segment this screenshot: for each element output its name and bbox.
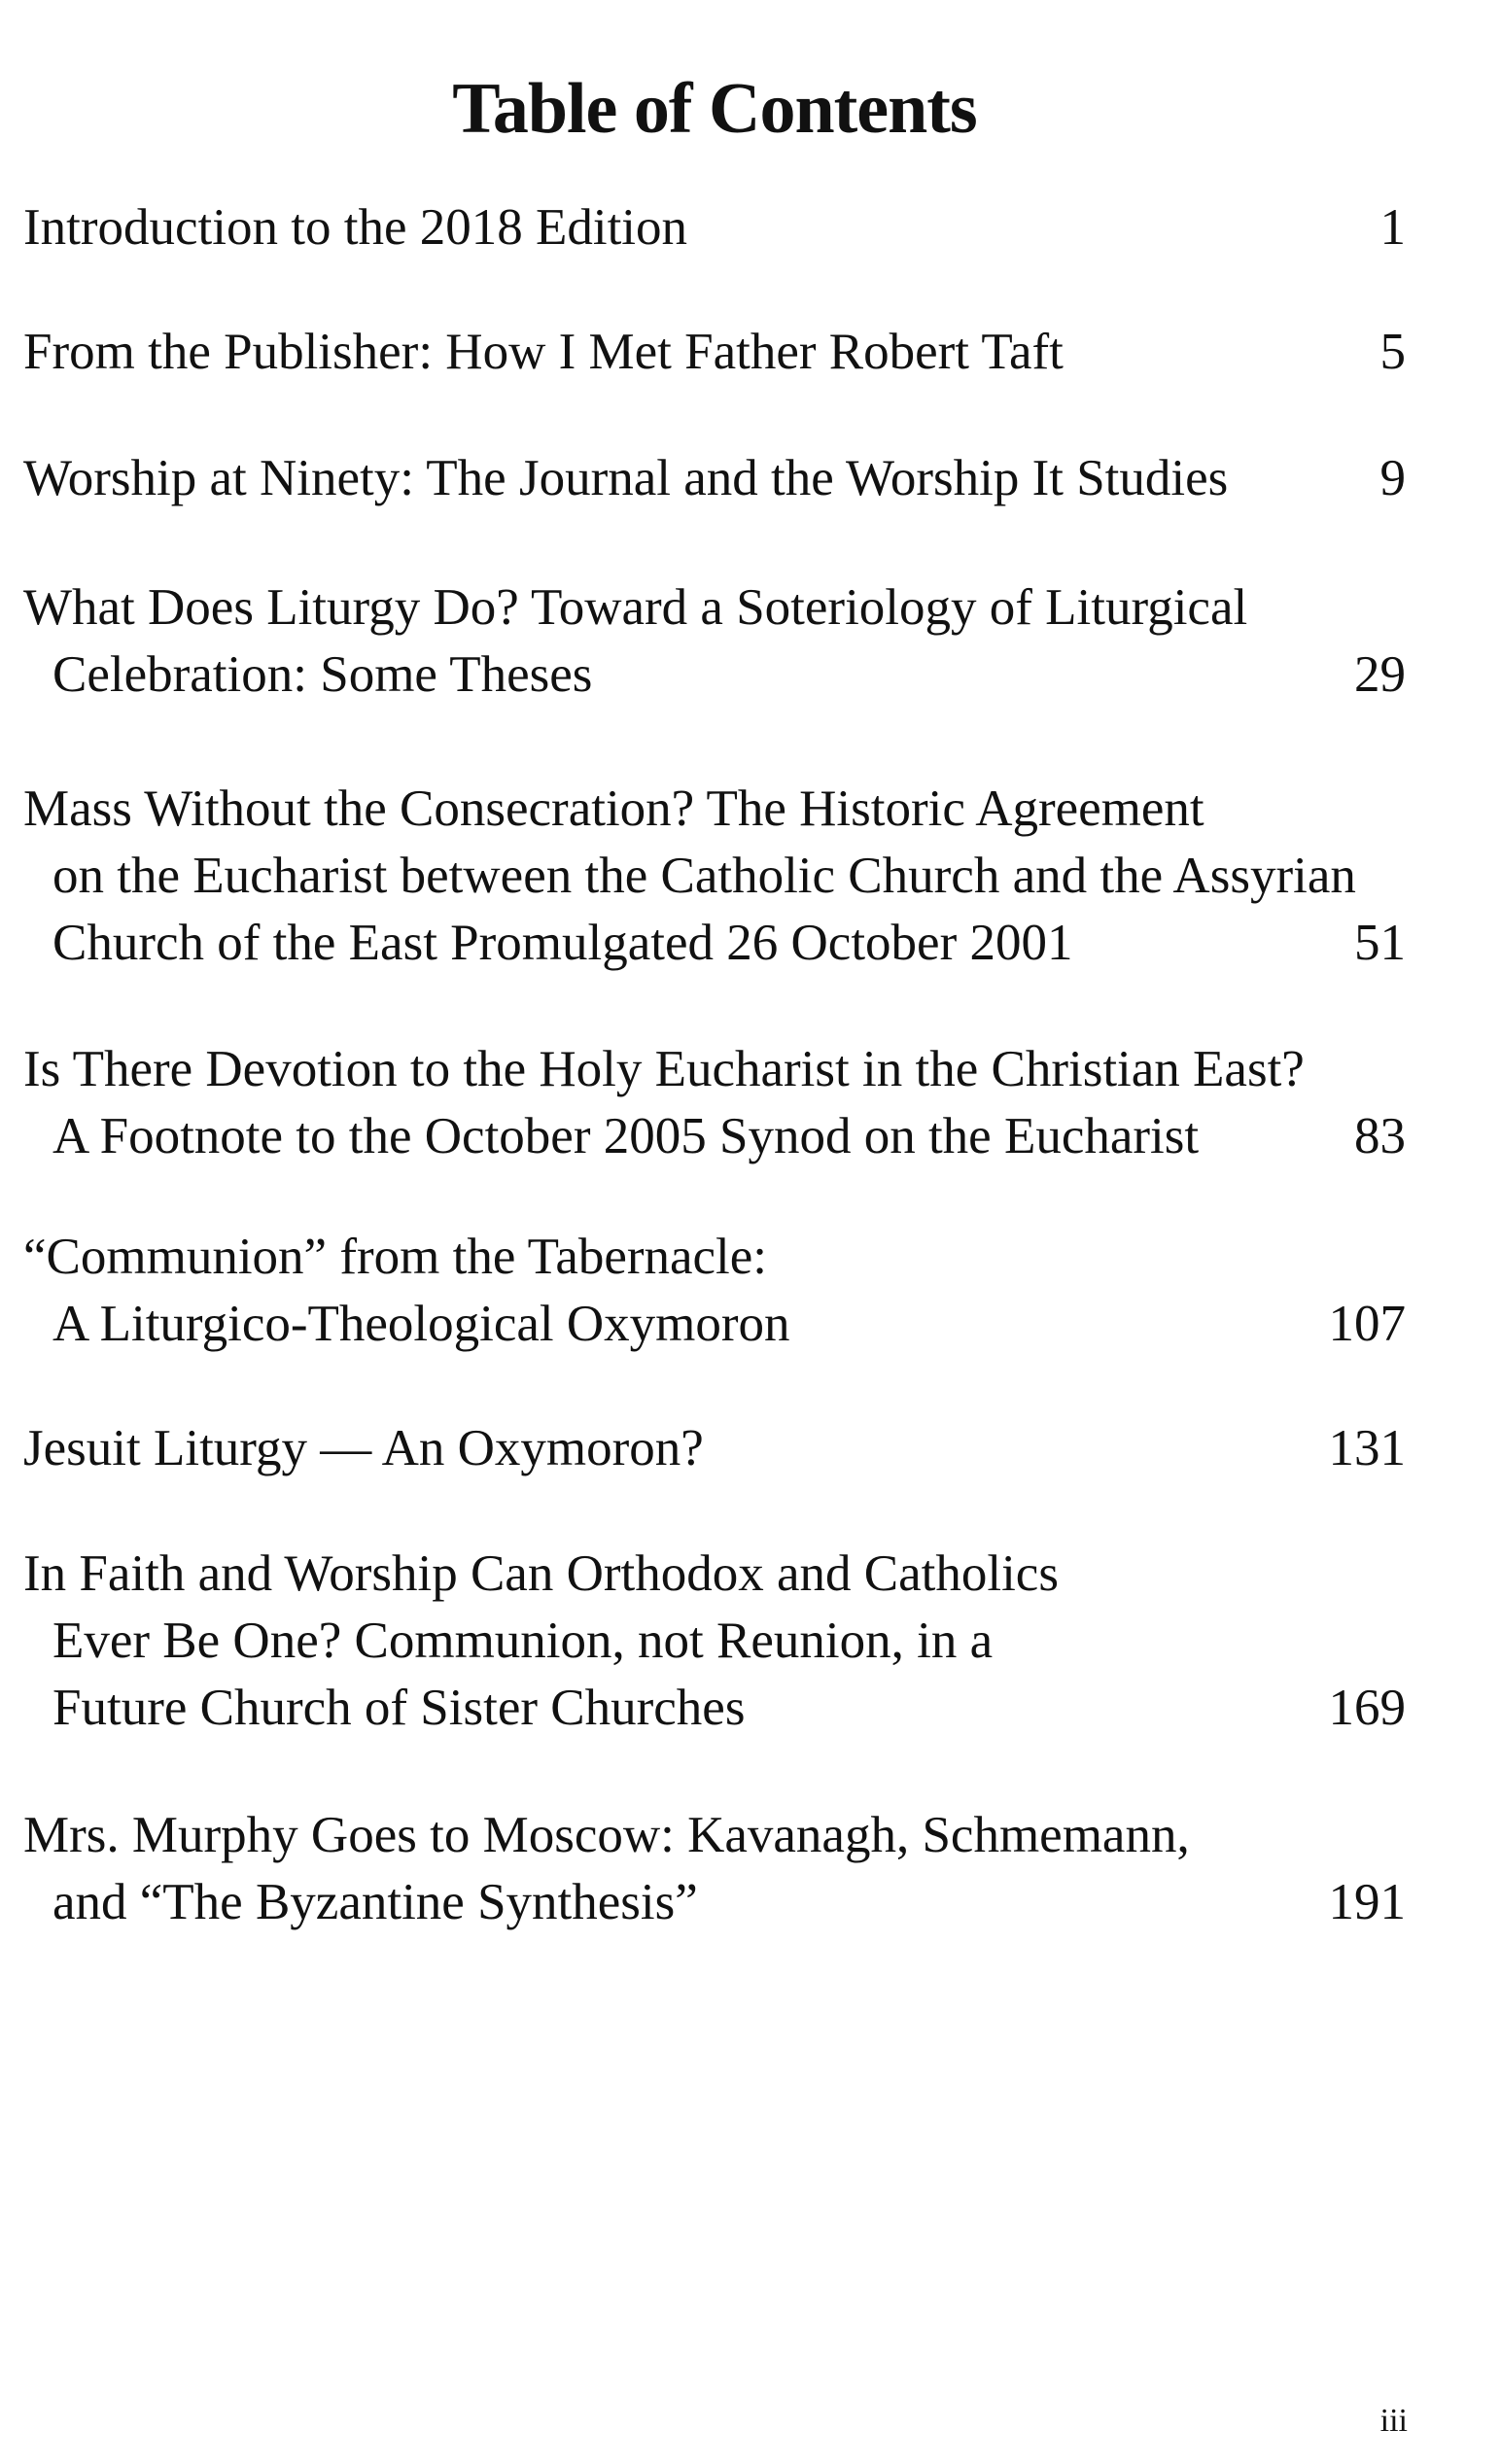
- toc-entry: [23, 445, 1406, 512]
- table-of-contents: [23, 194, 1406, 1936]
- entry-title-line: on the Eucharist between the Catholic Church and the Assyrian: [52, 848, 1356, 904]
- entry-title-line: In Faith and Worship Can Orthodox and Catholics: [23, 1545, 1059, 1602]
- entry-page-number: 1: [1379, 199, 1406, 256]
- entry-page-number: 9: [1379, 450, 1406, 506]
- entry-title-line: Future Church of Sister Churches: [52, 1680, 746, 1736]
- entry-title-line: Celebration: Some Theses: [52, 646, 593, 703]
- entry-title-line: and “The Byzantine Synthesis”: [52, 1874, 698, 1930]
- page-title: Table of Contents: [452, 68, 977, 149]
- entry-title-line: A Footnote to the October 2005 Synod on the Eucharist: [52, 1108, 1200, 1164]
- entry-page-number: 5: [1379, 324, 1406, 380]
- entry-page-number: 169: [1328, 1680, 1406, 1736]
- entry-title-line: Church of the East Promulgated 26 October 2001: [52, 915, 1073, 971]
- toc-entry: [23, 1541, 1406, 1742]
- entry-title-line: A Liturgico-Theological Oxymoron: [52, 1296, 790, 1352]
- entry-page-number: 107: [1328, 1296, 1406, 1352]
- entry-page-number: 191: [1328, 1874, 1406, 1930]
- entry-title-line: From the Publisher: How I Met Father Robert Taft: [23, 324, 1064, 380]
- page-number-footer: iii: [1379, 2403, 1408, 2439]
- entry-title-line: Jesuit Liturgy — An Oxymoron?: [23, 1420, 704, 1476]
- toc-entry: [23, 776, 1406, 977]
- entry-page-number: 131: [1328, 1420, 1406, 1476]
- entry-title-line: Mrs. Murphy Goes to Moscow: Kavanagh, Schmemann,: [23, 1807, 1190, 1863]
- toc-entry: [23, 1802, 1406, 1936]
- entry-page-number: 51: [1354, 915, 1406, 971]
- entry-page-number: 83: [1354, 1108, 1406, 1164]
- toc-entry: [23, 1415, 1406, 1482]
- entry-title-line: Worship at Ninety: The Journal and the Worship It Studies: [23, 450, 1229, 506]
- toc-entry: [23, 1036, 1406, 1170]
- entry-title-line: Ever Be One? Communion, not Reunion, in a: [52, 1613, 994, 1669]
- entry-title-line: What Does Liturgy Do? Toward a Soteriology of Liturgical: [23, 579, 1248, 636]
- entry-title-line: Is There Devotion to the Holy Eucharist in the Christian East?: [23, 1041, 1305, 1097]
- toc-entry: [23, 1224, 1406, 1358]
- entry-title-line: Introduction to the 2018 Edition: [23, 199, 688, 256]
- entry-page-number: 29: [1354, 646, 1406, 703]
- toc-entry: [23, 194, 1406, 261]
- entry-title-line: “Communion” from the Tabernacle:: [23, 1229, 768, 1285]
- toc-entry: [23, 574, 1406, 709]
- toc-entry: [23, 319, 1406, 386]
- entry-title-line: Mass Without the Consecration? The Historic Agreement: [23, 781, 1204, 837]
